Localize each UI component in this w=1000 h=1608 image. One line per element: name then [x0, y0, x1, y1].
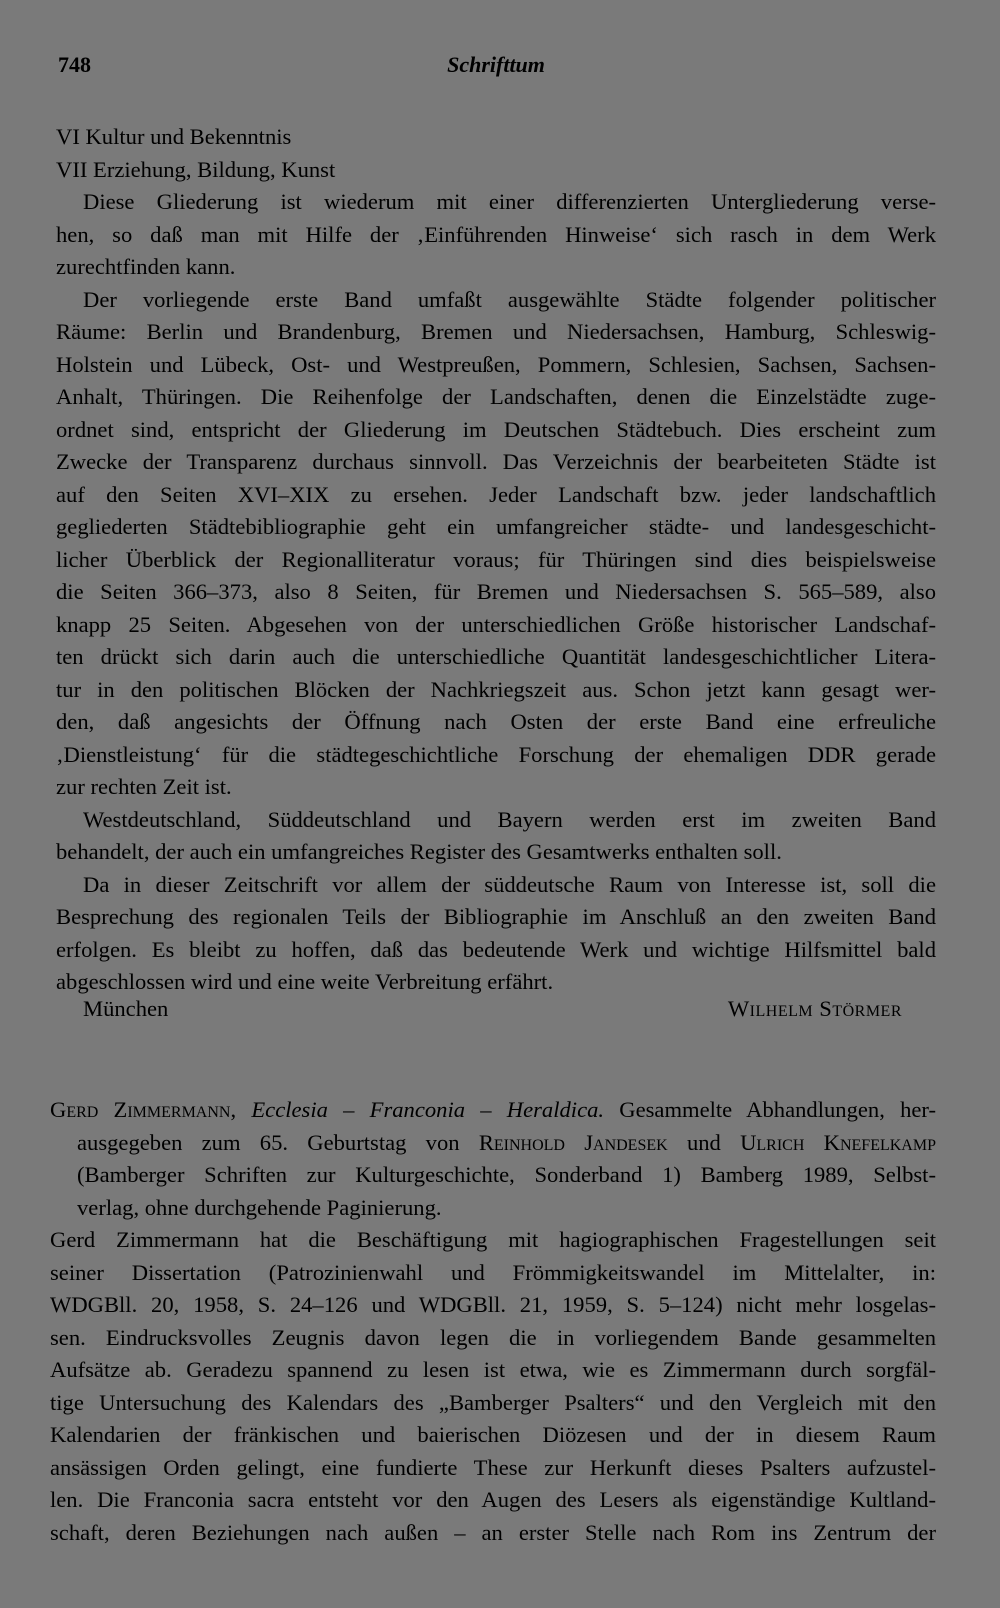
signature-place: München: [83, 996, 169, 1021]
text-line: ‚Dienstleistung‘ für die städtegeschichtliche Forschung der ehemaligen DDR gerade: [56, 741, 936, 767]
text-line: WDGBll. 20, 1958, S. 24–126 und WDGBll. 21, 1959, S. 5–124) nicht mehr losgelas-: [50, 1292, 936, 1317]
text-line: Diese Gliederung ist wiederum mit einer differenzierten Untergliederung verse-: [83, 189, 936, 214]
review-body: [56, 121, 936, 999]
text-line: Räume: Berlin und Brandenburg, Bremen und Niedersachsen, Hamburg, Schleswig-: [56, 319, 936, 344]
text-line: licher Überblick der Regionalliteratur voraus; für Thüringen sind dies beispielsweise: [56, 546, 936, 572]
text-line: die Seiten 366–373, also 8 Seiten, für Bremen und Niedersachsen S. 565–589, also: [56, 579, 936, 604]
text-line: seiner Dissertation (Patrozinienwahl und Frömmigkeitswandel im Mittelalter, in:: [50, 1259, 936, 1285]
review-signature: [56, 996, 936, 1028]
text-line: Westdeutschland, Süddeutschland und Bayern werden erst im zweiten Band: [83, 806, 936, 832]
running-title: Schrifttum: [447, 52, 545, 77]
text-line: auf den Seiten XVI–XIX zu ersehen. Jeder Landschaft bzw. jeder landschaftlich: [56, 481, 936, 507]
text-line: tige Untersuchung des Kalendars des „Bamberger Psalters“ und den Vergleich mit den: [50, 1389, 936, 1415]
text-line: zur rechten Zeit ist.: [56, 774, 232, 799]
text-line: Zwecke der Transparenz durchaus sinnvoll. Das Verzeichnis der bearbeiteten Städte ist: [56, 449, 936, 474]
text-line: erfolgen. Es bleibt zu hoffen, daß das bedeutende Werk und wichtige Hilfsmittel bald: [56, 936, 936, 962]
text-line: gegliederten Städtebibliographie geht ein umfangreicher städte- und landesgeschicht-: [56, 514, 936, 539]
text-line: Der vorliegende erste Band umfaßt ausgewählte Städte folgender politischer: [83, 286, 936, 312]
text-line: Da in dieser Zeitschrift vor allem der süddeutsche Raum von Interesse ist, soll die: [83, 871, 936, 897]
editor-name: Ulrich Knefelkamp: [740, 1129, 936, 1155]
text-line: hen, so daß man mit Hilfe der ‚Einführenden Hinweise‘ sich rasch in dem Werk: [56, 221, 936, 247]
text-line: ten drückt sich darin auch die unterschiedliche Quantität landesgeschichtlicher Litera-: [56, 644, 936, 669]
review-citation: [50, 1094, 936, 1224]
text-line: schaft, deren Beziehungen nach außen – an erster Stelle nach Rom ins Zentrum der: [50, 1519, 936, 1545]
text-line: Gerd Zimmermann hat die Beschäftigung mit hagiographischen Fragestellungen seit: [50, 1227, 936, 1252]
text-line: ordnet sind, entspricht der Gliederung im Deutschen Städtebuch. Dies erscheint zum: [56, 416, 936, 442]
citation-line: ausgegeben zum 65. Geburtstag von Reinhold Jandesek und Ulrich Knefelkamp: [77, 1129, 936, 1155]
citation-line: Gerd Zimmermann, Ecclesia – Franconia – Heraldica. Gesammelte Abhandlungen, her-: [50, 1097, 937, 1122]
outline-item: VI Kultur und Bekenntnis: [56, 124, 292, 149]
citation-line: (Bamberger Schriften zur Kulturgeschichte, Sonderband 1) Bamberg 1989, Selbst-: [77, 1162, 936, 1187]
review-body-2: [50, 1224, 936, 1549]
text-line: sen. Eindrucksvolles Zeugnis davon legen die in vorliegendem Bande gesammelten: [50, 1324, 936, 1350]
text-line: ansässigen Orden gelingt, eine fundierte These zur Herkunft dieses Psalters aufzustel-: [50, 1454, 936, 1480]
reviewer-name: Wilhelm Störmer: [727, 996, 902, 1021]
text-line: zurechtfinden kann.: [56, 254, 236, 279]
book-author: Gerd Zimmermann: [50, 1097, 231, 1122]
text-line: abgeschlossen wird und eine weite Verbreitung erfährt.: [56, 969, 554, 994]
text-line: knapp 25 Seiten. Abgesehen von der unterschiedlichen Größe historischer Landschaf-: [56, 611, 936, 637]
text-line: Besprechung des regionalen Teils der Bibliographie im Anschluß an den zweiten Band: [56, 904, 936, 929]
text-line: tur in den politischen Blöcken der Nachkriegszeit aus. Schon jetzt kann gesagt wer-: [56, 676, 936, 702]
text-line: Anhalt, Thüringen. Die Reihenfolge der Landschaften, denen die Einzelstädte zuge-: [56, 384, 936, 409]
text-line: Kalendarien der fränkischen und baierischen Diözesen und der in diesem Raum: [50, 1422, 936, 1447]
citation-line: verlag, ohne durchgehende Paginierung.: [77, 1194, 442, 1220]
outline-item: VII Erziehung, Bildung, Kunst: [56, 156, 336, 182]
text-line: Aufsätze ab. Geradezu spannend zu lesen ist etwa, wie es Zimmermann durch sorgfäl-: [50, 1357, 936, 1382]
text-line: Holstein und Lübeck, Ost- und Westpreußen, Pommern, Schlesien, Sachsen, Sachsen-: [56, 351, 936, 377]
page-number: 748: [58, 52, 91, 77]
text-line: den, daß angesichts der Öffnung nach Osten der erste Band eine erfreuliche: [56, 709, 936, 734]
page-header: [56, 52, 936, 82]
text-line: behandelt, der auch ein umfangreiches Register des Gesamtwerks enthalten soll.: [56, 839, 782, 864]
editor-name: Reinhold Jandesek: [478, 1129, 668, 1155]
book-title: Ecclesia – Franconia – Heraldica.: [251, 1097, 605, 1122]
text-line: len. Die Franconia sacra entsteht vor den Augen des Lesers als eigenständige Kultland-: [50, 1487, 936, 1512]
